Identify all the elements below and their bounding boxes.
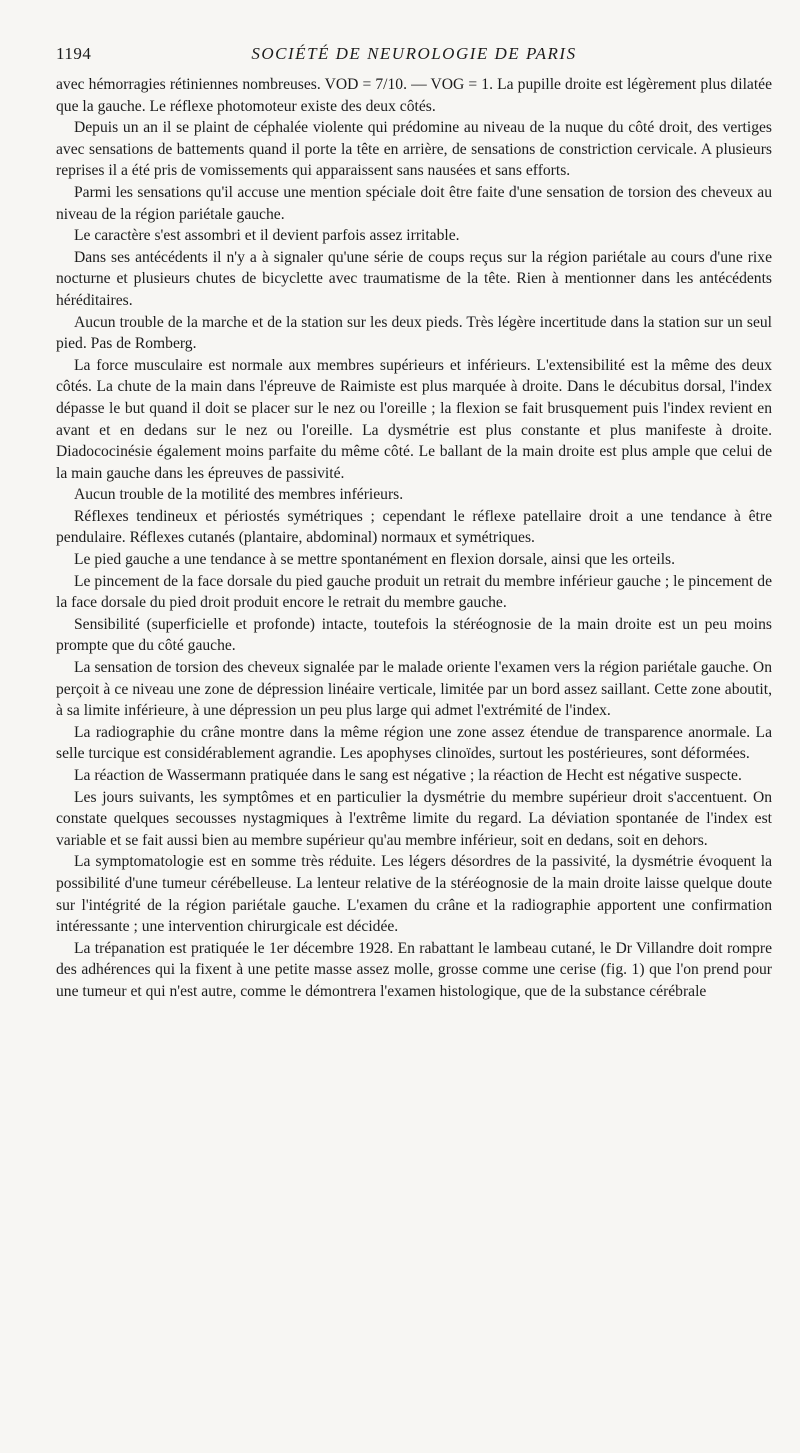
paragraph-left-foot: Le pied gauche a une tendance à se mettre spontanément en flexion dorsale, ainsi que les orteils. [74,551,675,569]
paragraph-symptoms: Depuis un an il se plaint de céphalée violente qui prédomine au niveau de la nuque du côté droit, des vertiges avec sensations de battements quand il porte la tête en arrière, de sensations de constriction cervicale. A plusieurs reprises il a été pris de vomissements qui apparaissent sans nausées et sans efforts. [56,119,772,180]
paragraph-wassermann: La réaction de Wassermann pratiquée dans le sang est négative ; la réaction de Hecht est négative suspecte. [74,767,742,784]
paragraph-parietal-exam: La sensation de torsion des cheveux signalée par le malade oriente l'examen vers la région pariétale gauche. On perçoit à ce niveau une zone de dépression linéaire verticale, limitée par un bord assez saillant. Cette zone aboutit, à sa limite inférieure, à une dépression un peu plus large qui admet l'extrémité de l'index. [56,659,772,720]
paragraph-trepanation: La trépanation est pratiquée le 1er décembre 1928. En rabattant le lambeau cutané, le Dr Villandre doit rompre des adhérences qui la fixent à une petite masse assez molle, grosse comme une cerise (fig. 1) que l'on prend pour une tumeur et qui n'est autre, comme le démontrera l'examen histologique, que de la substance cérébrale [56,939,772,1000]
paragraph-radiography: La radiographie du crâne montre dans la même région une zone assez étendue de transparence anormale. La selle turcique est considérablement agrandie. Les apophyses clinoïdes, surtout les postérieures, sont déformées. [56,723,772,763]
paragraph-continuation: avec hémorragies rétiniennes nombreuses. VOD = 7/10. — VOG = 1. La pupille droite est légèrement plus dilatée que la gauche. Le réflexe photomoteur existe des deux côtés. [56,76,772,115]
page [56,44,772,1003]
paragraph-gait: Aucun trouble de la marche et de la station sur les deux pieds. Très légère incertitude dans la station sur un seul pied. Pas de Romberg. [56,313,772,353]
body-text [56,74,772,1003]
paragraph-symptomatology: La symptomatologie est en somme très réduite. Les légers désordres de la passivité, la dysmétrie évoquent la possibilité d'une tumeur cérébelleuse. La lenteur relative de la stéréognosie de la main droite laisse quelque doute sur l'intégrité de la région pariétale gauche. L'examen du crâne et la radiographie apportent une confirmation intéressante ; une intervention chirurgicale est décidée. [56,853,772,936]
paragraph-hair-torsion: Parmi les sensations qu'il accuse une mention spéciale doit être faite d'une sensation de torsion des cheveux au niveau de la région pariétale gauche. [56,183,772,223]
paragraph-character: Le caractère s'est assombri et il devient parfois assez irritable. [74,227,460,245]
journal-title: SOCIÉTÉ DE NEUROLOGIE DE PARIS [251,44,577,63]
paragraph-reflexes: Réflexes tendineux et périostés symétriques ; cependant le réflexe patellaire droit a une tendance à être pendulaire. Réflexes cutanés (plantaire, abdominal) normaux et symétriques. [56,507,772,547]
paragraph-pinching: Le pincement de la face dorsale du pied gauche produit un retrait du membre inférieur gauche ; le pincement de la face dorsale du pied droit produit encore le retrait du membre gauche. [56,572,772,612]
paragraph-history: Dans ses antécédents il n'y a à signaler qu'une série de coups reçus sur la région pariétale au cours d'une rixe nocturne et plusieurs chutes de bicyclette avec traumatisme de la tête. Rien à mentionner dans les antécédents héréditaires. [56,248,772,309]
paragraph-muscle-strength: La force musculaire est normale aux membres supérieurs et inférieurs. L'extensibilité est la même des deux côtés. La chute de la main dans l'épreuve de Raimiste est plus marquée à droite. Dans le décubitus dorsal, l'index dépasse le but quand il doit se placer sur le nez ou l'oreille ; la flexion se fait brusquement puis l'index revient en avant et en dedans sur le nez ou l'oreille. La dysmétrie est plus constante et plus manifeste à droite. Diadococinésie également moins parfaite du même côté. Le ballant de la main droite est plus ample que celui de la main gauche dans les épreuves de passivité. [56,356,772,482]
paragraph-lower-limbs: Aucun trouble de la motilité des membres inférieurs. [74,486,404,504]
paragraph-sensibility: Sensibilité (superficielle et profonde) intacte, toutefois la stéréognosie de la main droite est un peu moins prompte que du côté gauche. [56,615,772,655]
page-number: 1194 [56,44,92,63]
running-head [56,44,772,74]
paragraph-following-days: Les jours suivants, les symptômes et en particulier la dysmétrie du membre supérieur droit s'accentuent. On constate quelques secousses nystagmiques à l'extrême limite du regard. La déviation spontanée de l'index est variable et se fait aussi bien au membre supérieur qu'au membre inférieur, soit en dedans, soit en dehors. [56,788,772,849]
